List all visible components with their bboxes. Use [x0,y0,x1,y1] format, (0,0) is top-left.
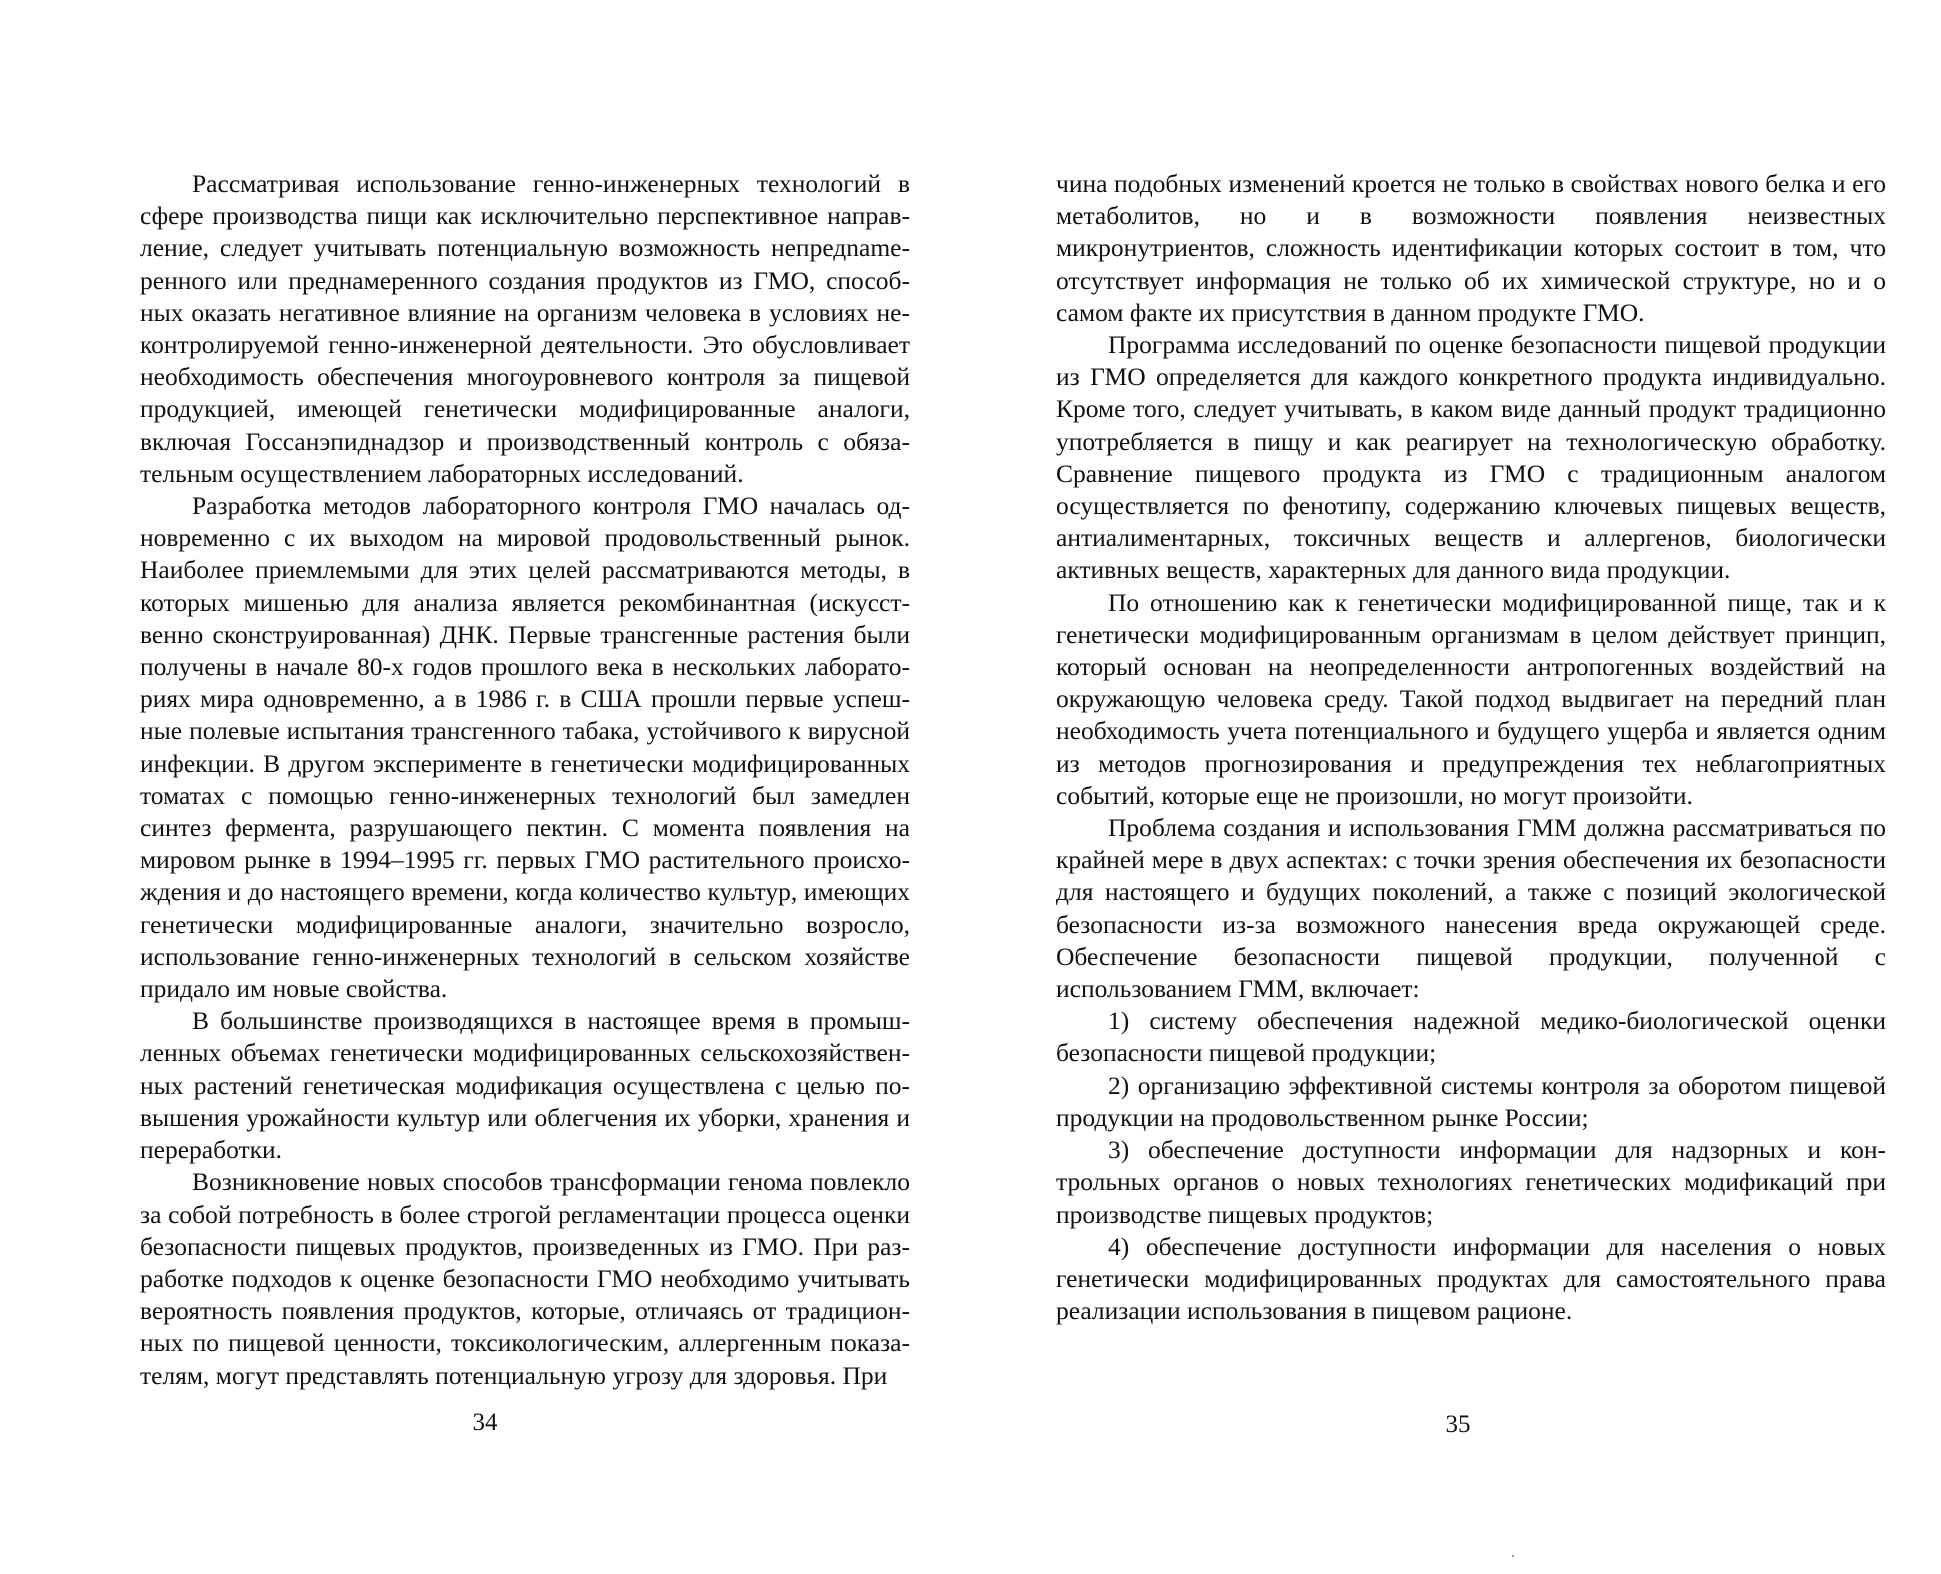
paragraph: В большинстве производящихся в настоящее время в промышленных объемах генетически модифицированных сельскохозяйственных растений генетическая модификация осуществлена с целью повышения урожайности культур или облегчения их уборки, хранения и переработки. [140,1006,910,1165]
page-number: 34 [472,1409,498,1436]
page-number: 35 [1445,1411,1471,1438]
paragraph: Рассматривая использование генно-инженерных технологий в сфере производства пищи как исключительно перспективное направление, следует учитывать потенциальную возможность непредnameренного или преднамеренного создания продуктов из ГМО, способных оказать негативное влияние на организм человека в условиях неконтролируемой генно-инженерной деятельности. Это обусловливает необходимость обеспечения многоуровневого контроля за пищевой продукцией, имеющей генетически модифицированные аналоги, включая Госсанэпиднадзор и производственный контроль с обязательным осуществлением лабораторных исследований. [140,169,910,488]
right-page [1056,168,1886,1468]
list-item: 4) обеспечение доступности информации для населения о новых генетически модифицированных продуктах для самостоятельного права реализации использования в пищевом рационе. [1056,1231,1886,1326]
paragraph: По отношению как к генетически модифицированной пище, так и к генетически модифицированным организмам в целом действует принцип, который основан на неопределенности антропогенных воздействий на окружающую человека среду. Такой подход выдвигает на передний план необходимость учета потенциального и будущего ущерба и является одним из методов прогнозирования и предупреждения тех неблагоприятных событий, которые еще не произошли, но могут произойти. [1056,587,1886,810]
left-page-text [140,168,910,1392]
scan-speck [1512,1555,1514,1557]
list-item: 3) обеспечение доступности информации для надзорных и контрольных органов о новых технологиях генетических модификаций при производстве пищевых продуктов; [1056,1135,1886,1229]
paragraph: чина подобных изменений кроется не только в свойствах нового белка и его метаболитов, но и в возможности появления неизвестных микронутриентов, сложность идентификации которых состоит в том, что отсутствует информация не только об их химической структуре, но и о самом факте их присутствия в данном продукте ГМО. [1056,169,1886,327]
paragraph: Проблема создания и использования ГММ должна рассматриваться по крайней мере в двух аспектах: с точки зрения обеспечения их безопасности для настоящего и будущих поколений, а также с позиций экологической безопасности из-за возможного нанесения вреда окружающей среде. Обеспечение безопасности пищевой продукции, полученной с использованием ГММ, включает: [1056,813,1886,1004]
left-page [140,168,910,1468]
paragraph: Программа исследований по оценке безопасности пищевой продукции из ГМО определяется для каждого конкретного продукта индивидуально. Кроме того, следует учитывать, в каком виде данный продукт традиционно употребляется в пищу и как реагирует на технологическую обработку. Сравнение пищевого продукта из ГМО с традиционным аналогом осуществляется по фенотипу, содержанию ключевых пищевых веществ, антиалиментарных, токсичных веществ и аллергенов, биологически активных веществ, характерных для данного вида продукции. [1056,330,1886,585]
list-item: 2) организацию эффективной системы контроля за оборотом пищевой продукции на продовольственном рынке России; [1056,1070,1886,1132]
paragraph: Разработка методов лабораторного контроля ГМО началась одновременно с их выходом на мировой продовольственный рынок. Наиболее приемлемыми для этих целей рассматриваются методы, в которых мишенью для анализа является рекомбинантная (искусственно сконструированная) ДНК. Первые трансгенные растения были получены в начале 80-х годов прошлого века в нескольких лабораториях мира одновременно, а в 1986 г. в США прошли первые успешные полевые испытания трансгенного табака, устойчивого к вирусной инфекции. В другом эксперименте в генетически модифицированных томатах с помощью генно-инженерных технологий был замедлен синтез фермента, разрушающего пектин. С момента появления на мировом рынке в 1994–1995 гг. первых ГМО растительного происхождения и до настоящего времени, когда количество культур, имеющих генетически модифицированные аналоги, значительно возросло, использование генно-инженерных технологий в сельском хозяйстве придало им новые свойства. [140,491,910,1004]
list-item: 1) систему обеспечения надежной медико-биологической оценки безопасности пищевой продукции; [1056,1006,1886,1068]
paragraph: Возникновение новых способов трансформации генома повлекло за собой потребность в более строгой регламентации процесса оценки безопасности пищевых продуктов, произведенных из ГМО. При разработке подходов к оценке безопасности ГМО необходимо учитывать вероятность появления продуктов, которые, отличаясь от традиционных по пищевой ценности, токсикологическим, аллергенным показателям, могут представлять потенциальную угрозу для здоровья. При [140,1167,910,1390]
right-page-text [1056,168,1886,1327]
